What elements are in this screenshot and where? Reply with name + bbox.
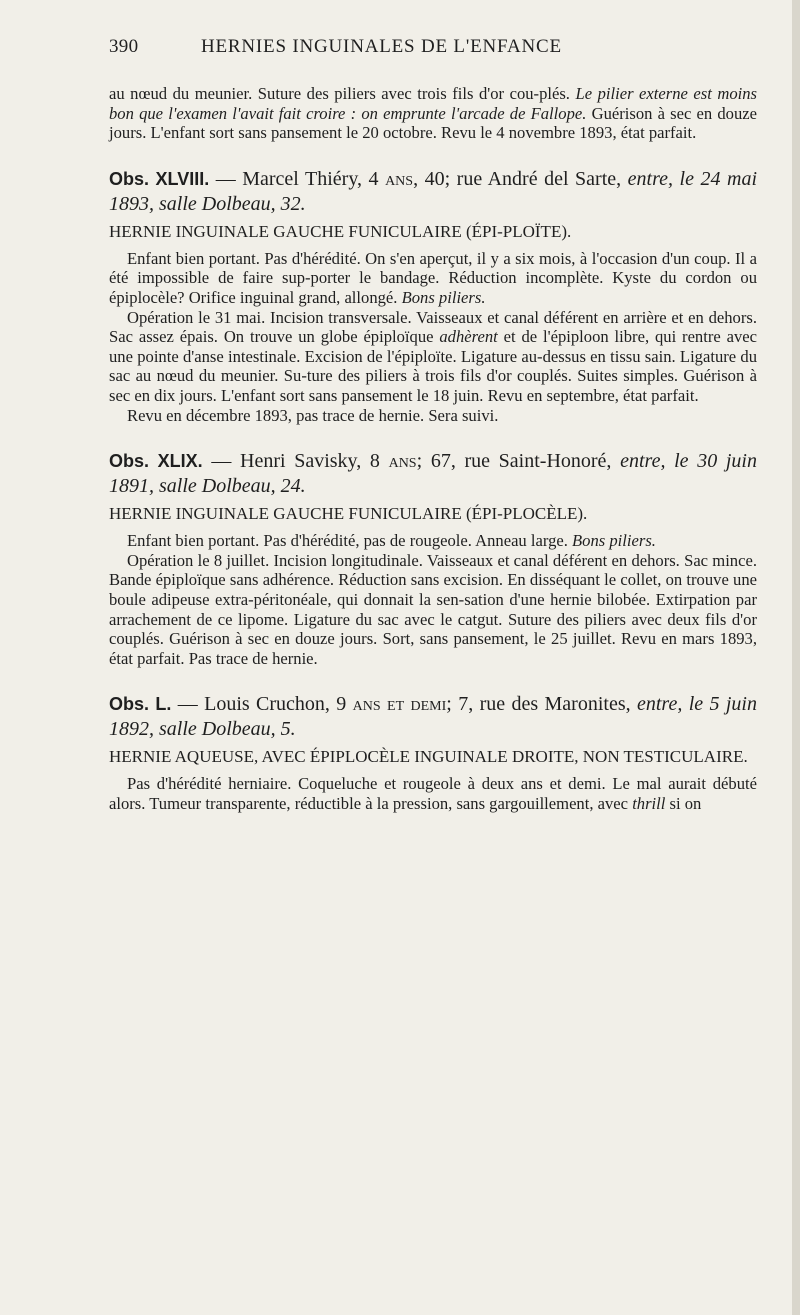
- obs-paragraph: [109, 774, 757, 813]
- obs-paragraph: [109, 531, 757, 551]
- obs-patient: — Henri Savisky, 8: [202, 450, 389, 473]
- obs-diagnosis: HERNIE INGUINALE GAUCHE FUNICULAIRE (ÉPI-PLOÏTE).: [109, 221, 572, 241]
- observation-50: [109, 692, 757, 813]
- intro-italic: Le pilier externe est moins bon que l'examen l'avait fait croire : on emprunte l'arcade de Fallope.: [109, 84, 757, 123]
- obs-italic: adhèrent: [439, 327, 498, 347]
- obs-paragraph: [109, 308, 757, 406]
- obs-text: Pas d'hérédité herniaire. Coqueluche et rougeole à deux ans et demi. Le mal aurait débuté alors. Tumeur transparente, réductible à la pression, sans gargouillement, avec: [109, 774, 757, 813]
- obs-address: ; 67, rue Saint-Honoré,: [416, 450, 621, 473]
- obs-text: Opération le 31 mai. Incision transversale. Vaisseaux et canal déférent en arrière et en dehors. Sac assez épais. On trouve un globe épiploïque: [109, 307, 757, 347]
- obs-admission: entre, le 5 juin 1892, salle Dolbeau, 5.: [109, 693, 757, 741]
- intro-text-2: Guérison à sec en douze jours. L'enfant sort sans pansement le 20 octobre. Revu le 4 novembre 1893, état parfait.: [109, 103, 758, 143]
- obs-number: Obs. XLVIII.: [109, 168, 210, 189]
- obs-admission: entre, le 24 mai 1893, salle Dolbeau, 32.: [109, 167, 758, 215]
- obs-text: Enfant bien portant. Pas d'hérédité, pas de rougeole. Anneau large.: [127, 531, 573, 551]
- obs-number: Obs. XLIX.: [109, 451, 203, 472]
- obs-italic: Bons piliers.: [572, 531, 656, 551]
- observation-48: [109, 167, 757, 425]
- running-title: HERNIES INGUINALES DE L'ENFANCE: [201, 36, 562, 57]
- obs-heading: [109, 449, 757, 499]
- obs-text: et de l'épiploon libre, qui rentre avec une pointe d'anse intestinale. Excision de l'épiploïte. Ligature au-dessus en tissu sain. Ligature du sac au nœud du meunier. Su-ture des piliers à trois fils d'or couplés. Suites simples. Guérison à sec en dix jours. L'enfant sort sans pansement le 18 juin. Revu en septembre, état parfait.: [109, 327, 757, 405]
- obs-address: , 40; rue André del Sarte,: [413, 167, 628, 190]
- obs-heading: [109, 167, 757, 217]
- obs-age-unit: ans: [388, 450, 417, 473]
- obs-age-unit: ans et demi: [352, 693, 447, 716]
- obs-patient: — Marcel Thiéry, 4: [209, 167, 386, 190]
- obs-diagnosis: HERNIE AQUEUSE, AVEC ÉPIPLOCÈLE INGUINALE DROITE, NON TESTICULAIRE.: [109, 747, 748, 767]
- page-edge-shadow: [792, 0, 800, 1315]
- running-head: [109, 36, 757, 58]
- obs-address: ; 7, rue des Maronites,: [446, 693, 637, 716]
- obs-paragraph: [109, 249, 757, 308]
- intro-text-1: au nœud du meunier. Suture des piliers avec trois fils d'or cou-plés.: [109, 84, 576, 103]
- obs-paragraph: Revu en décembre 1893, pas trace de hernie. Sera suivi.: [127, 405, 499, 425]
- obs-diagnosis: HERNIE INGUINALE GAUCHE FUNICULAIRE (ÉPI-PLOCÈLE).: [109, 504, 588, 524]
- obs-paragraph: Opération le 8 juillet. Incision longitudinale. Vaisseaux et canal déférent en dehors. Sac mince. Bande épiploïque sans adhérence. Réduction sans excision. En disséquant le collet, on trouve une boule adipeuse extra-péritonéale, qui donnait la sen-sation d'une hernie bilobée. Extirpation par arrachement de ce lipome. Ligature du sac avec le catgut. Suture des piliers avec deux fils d'or couplés. Guérison à sec en douze jours. Sort, sans pansement, le 25 juillet. Revu en mars 1893, état parfait. Pas trace de hernie.: [109, 550, 757, 668]
- obs-admission: entre, le 30 juin 1891, salle Dolbeau, 24.: [109, 450, 757, 498]
- obs-number: Obs. L.: [109, 694, 172, 715]
- obs-italic: thrill: [632, 793, 666, 813]
- obs-age-unit: ans: [385, 167, 414, 190]
- observation-49: [109, 449, 757, 668]
- intro-paragraph: [109, 84, 757, 143]
- obs-text: Enfant bien portant. Pas d'hérédité. On s'en aperçut, il y a six mois, à l'occasion d'un coup. Il a été impossible de faire sup-porter le bandage. Réduction incomplète. Kyste du cordon ou épiplocèle? Orifice inguinal grand, allongé.: [109, 248, 757, 307]
- obs-text: si on: [665, 793, 702, 813]
- obs-patient: — Louis Cruchon, 9: [171, 693, 353, 716]
- obs-heading: [109, 692, 757, 742]
- page: [109, 36, 757, 813]
- obs-italic: Bons piliers.: [401, 287, 486, 307]
- page-number: 390: [109, 36, 139, 57]
